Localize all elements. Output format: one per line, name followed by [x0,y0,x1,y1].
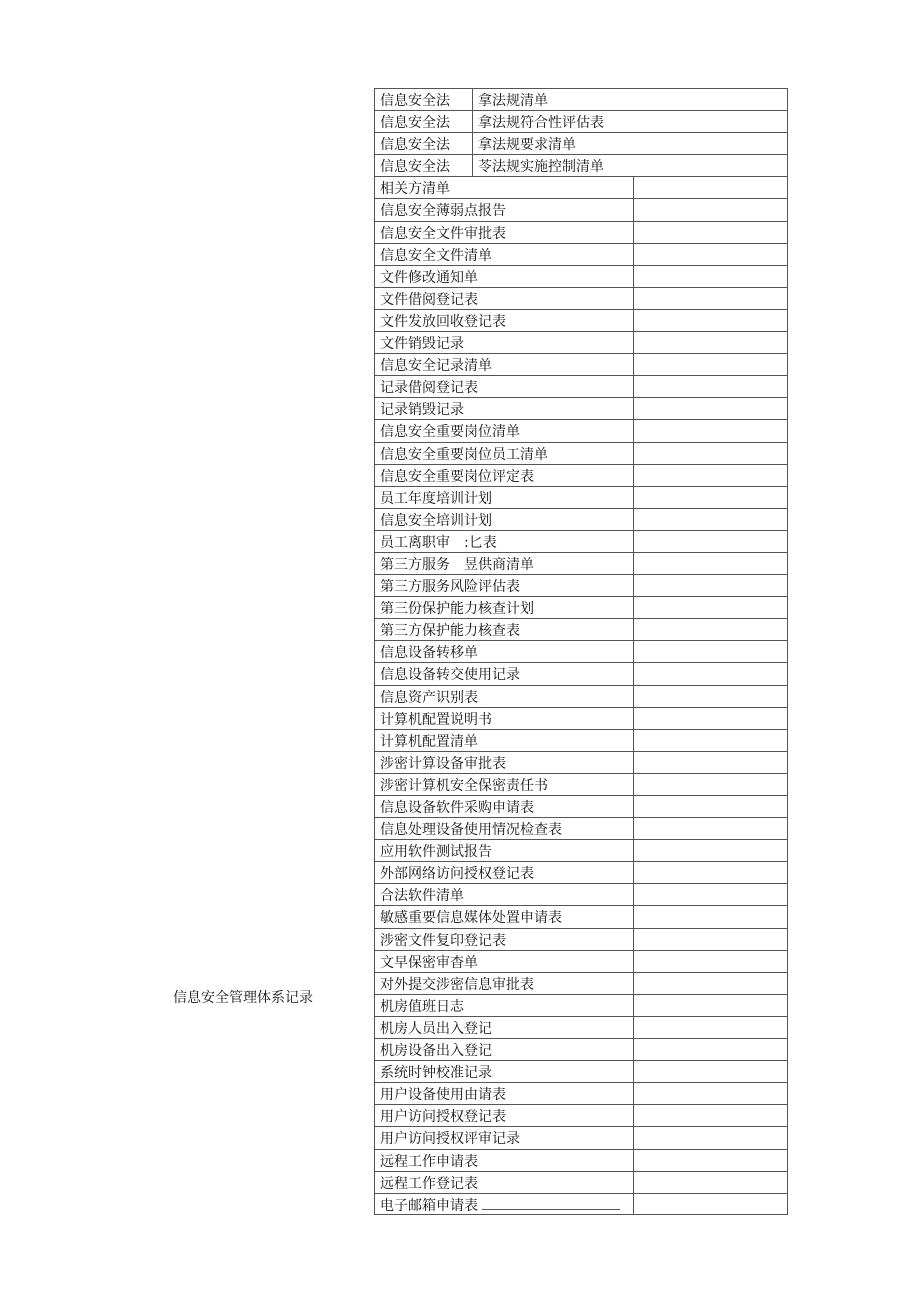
record-row [374,375,788,397]
record-name-text: 用户访问授权评审记录 [380,1131,520,1148]
record-blank-cell [634,243,788,265]
record-name [374,442,634,464]
record-row [374,1193,788,1215]
record-blank-cell [634,1082,788,1104]
record-blank-cell [634,353,788,375]
record-row [374,1038,788,1060]
record-row [374,707,788,729]
record-row [374,309,788,331]
record-name [374,309,634,331]
record-name [374,861,634,883]
record-name-text: 电子邮箱申请表 [380,1197,478,1214]
record-name-text: 员工年度培训计划 [380,490,492,507]
record-row [374,221,788,243]
record-row [374,353,788,375]
record-row [374,442,788,464]
record-blank-cell [634,1126,788,1148]
record-blank-cell [634,1193,788,1214]
record-name [374,1016,634,1038]
record-name-text: 用户访问授权登记表 [380,1109,506,1126]
record-name [374,883,634,905]
record-row [374,1060,788,1082]
record-name-text: 应用软件测试报告 [380,844,492,861]
record-blank-cell [634,596,788,618]
record-row [374,287,788,309]
record-name-text: 计算机配置说明书 [380,711,492,728]
record-row [374,640,788,662]
record-name-text: 相关方清单 [380,181,450,198]
record-name [374,707,634,729]
record-name-text: 信息安全薄弱点报告 [380,203,506,220]
record-name-text: 第三方服务风险评估表 [380,579,520,596]
record-name [374,353,634,375]
record-row [374,176,788,198]
record-name [374,972,634,994]
record-blank-cell [634,397,788,419]
record-blank-cell [634,1149,788,1171]
record-name-text: 信息设备软件采购申请表 [380,800,534,816]
law-row-document: 拿法规清单 [473,89,788,110]
record-name-text: 记录销毁记录 [380,402,464,419]
record-blank-cell [634,530,788,552]
side-title: 信息安全管理体系记录 [173,990,313,1006]
record-name-text: 信息设备转交使用记录 [380,667,520,684]
record-row [374,331,788,353]
record-name-text: 计算机配置清单 [380,733,478,750]
record-row [374,817,788,839]
record-name [374,950,634,972]
record-name [374,574,634,596]
law-row-document: 拿法规要求清单 [473,133,788,154]
record-name [374,1038,634,1060]
record-name-text: 外部网络访问授权登记表 [380,866,534,883]
record-row [374,773,788,795]
record-row [374,464,788,486]
record-name [374,464,634,486]
record-name [374,287,634,309]
record-blank-cell [634,552,788,574]
record-name-text: 机房人员出入登记 [380,1020,492,1037]
record-row [374,486,788,508]
underline-blank [482,1195,620,1210]
record-name-text: 信息安全文件审批表 [380,225,506,242]
record-blank-cell [634,508,788,530]
record-name-text: 文件修改通知单 [380,269,478,286]
record-blank-cell [634,928,788,950]
record-name [374,662,634,684]
record-name [374,331,634,353]
record-name-text: 信息安全记录清单 [380,358,492,375]
record-blank-cell [634,287,788,309]
record-name [374,1126,634,1148]
record-name [374,685,634,707]
record-row [374,972,788,994]
record-row [374,883,788,905]
law-row-document: 拿法规符合性评估表 [473,111,788,132]
record-row [374,905,788,927]
record-name-text: 第三方服务 昱供商清单 [380,556,534,573]
record-row [374,950,788,972]
record-name-text: 信息安全文件清单 [380,247,492,264]
record-row [374,839,788,861]
record-row [374,1016,788,1038]
record-name [374,198,634,220]
record-name [374,265,634,287]
record-blank-cell [634,817,788,839]
record-name [374,1149,634,1171]
record-blank-cell [634,176,788,198]
record-row [374,243,788,265]
record-name-text: 记录借阅登记表 [380,380,478,397]
record-blank-cell [634,375,788,397]
record-row [374,265,788,287]
record-row [374,618,788,640]
record-name-text: 用户设备使用由请表 [380,1087,506,1104]
record-blank-cell [634,419,788,441]
record-blank-cell [634,265,788,287]
record-row [374,861,788,883]
record-blank-cell [634,994,788,1016]
record-name [374,773,634,795]
record-blank-cell [634,486,788,508]
record-name [374,817,634,839]
record-name-text: 涉密文件复印登记表 [380,932,506,949]
record-name-text: 文件销毁记录 [380,336,464,353]
record-name [374,928,634,950]
record-name [374,1060,634,1082]
record-name-text: 文件借阅登记表 [380,291,478,308]
record-name [374,243,634,265]
law-row [374,132,788,154]
record-blank-cell [634,685,788,707]
record-row [374,662,788,684]
record-name [374,751,634,773]
record-name [374,618,634,640]
record-name-text: 信息资产识别表 [380,689,478,706]
record-blank-cell [634,1060,788,1082]
record-name-text: 信息安全重要岗位员工清单 [380,446,548,463]
record-blank-cell [634,883,788,905]
record-name [374,486,634,508]
record-row [374,530,788,552]
record-blank-cell [634,1171,788,1193]
record-name [374,530,634,552]
record-blank-cell [634,640,788,662]
record-name-text: 员工离职审 :匕表 [380,534,497,551]
record-row [374,397,788,419]
record-blank-cell [634,1038,788,1060]
record-blank-cell [634,1016,788,1038]
record-name-text: 信息安全重要岗位清单 [380,424,520,441]
law-row-category: 信息安全法 [374,155,473,176]
record-name [374,397,634,419]
record-row [374,1082,788,1104]
record-blank-cell [634,729,788,751]
record-name-text: 信息安全培训计划 [380,512,492,529]
record-name [374,596,634,618]
record-name-text: 远程工作登记表 [380,1175,478,1192]
record-row [374,596,788,618]
record-row [374,198,788,220]
record-row [374,552,788,574]
record-name-text: 文早保密审杳单 [380,954,478,971]
record-name [374,1104,634,1126]
record-name-text: 远程工作申请表 [380,1153,478,1170]
record-name-text: 机房设备出入登记 [380,1043,492,1060]
record-blank-cell [634,442,788,464]
record-blank-cell [634,309,788,331]
record-row [374,685,788,707]
law-row-document: 苓法规实施控制清单 [473,155,788,176]
record-row [374,928,788,950]
record-name [374,375,634,397]
record-name [374,905,634,927]
record-row [374,1171,788,1193]
record-name [374,839,634,861]
record-blank-cell [634,1104,788,1126]
record-row [374,1149,788,1171]
record-blank-cell [634,464,788,486]
record-name-text: 合法软件清单 [380,888,464,905]
law-row [374,154,788,176]
record-name-text: 第三份保护能力核查计划 [380,601,534,618]
record-blank-cell [634,662,788,684]
record-name [374,419,634,441]
record-name-text: 信息处理设备使用情况检查表 [380,822,562,839]
record-row [374,1126,788,1148]
record-blank-cell [634,618,788,640]
record-name [374,994,634,1016]
law-row-category: 信息安全法 [374,111,473,132]
record-row [374,508,788,530]
record-name [374,221,634,243]
record-name [374,640,634,662]
record-name-text: 信息设备转移单 [380,645,478,662]
record-name [374,552,634,574]
record-name-text: 系统时钟校准记录 [380,1065,492,1082]
law-row [374,88,788,110]
record-blank-cell [634,707,788,729]
record-blank-cell [634,950,788,972]
record-blank-cell [634,751,788,773]
record-row [374,419,788,441]
record-name [374,1171,634,1193]
record-name [374,1193,634,1214]
record-row [374,751,788,773]
record-name-text: 涉密计算机安全保密责任书 [380,777,548,794]
record-name [374,176,634,198]
record-name-text: 机房值班日志 [380,998,464,1015]
record-blank-cell [634,972,788,994]
record-row [374,574,788,596]
record-name-text: 涉密计算设备审批表 [380,755,506,772]
record-name-text: 信息安全重要岗位评定表 [380,468,534,485]
record-row [374,994,788,1016]
records-table [374,88,788,1215]
law-row [374,110,788,132]
law-row-category: 信息安全法 [374,133,473,154]
law-row-category: 信息安全法 [374,89,473,110]
record-blank-cell [634,773,788,795]
record-blank-cell [634,198,788,220]
record-name-text: 敏感重要信息媒体处置申请表 [380,910,562,927]
record-row [374,795,788,817]
record-blank-cell [634,574,788,596]
record-row [374,1104,788,1126]
record-name [374,795,634,817]
record-name [374,508,634,530]
record-name-text: 文件发放回收登记表 [380,313,506,330]
record-blank-cell [634,905,788,927]
record-blank-cell [634,221,788,243]
record-name [374,729,634,751]
record-name-text: 对外提交涉密信息审批表 [380,976,534,993]
record-blank-cell [634,795,788,817]
record-blank-cell [634,839,788,861]
record-blank-cell [634,861,788,883]
record-name [374,1082,634,1104]
record-row [374,729,788,751]
record-blank-cell [634,331,788,353]
record-name-text: 第三方保护能力核查表 [380,623,520,640]
